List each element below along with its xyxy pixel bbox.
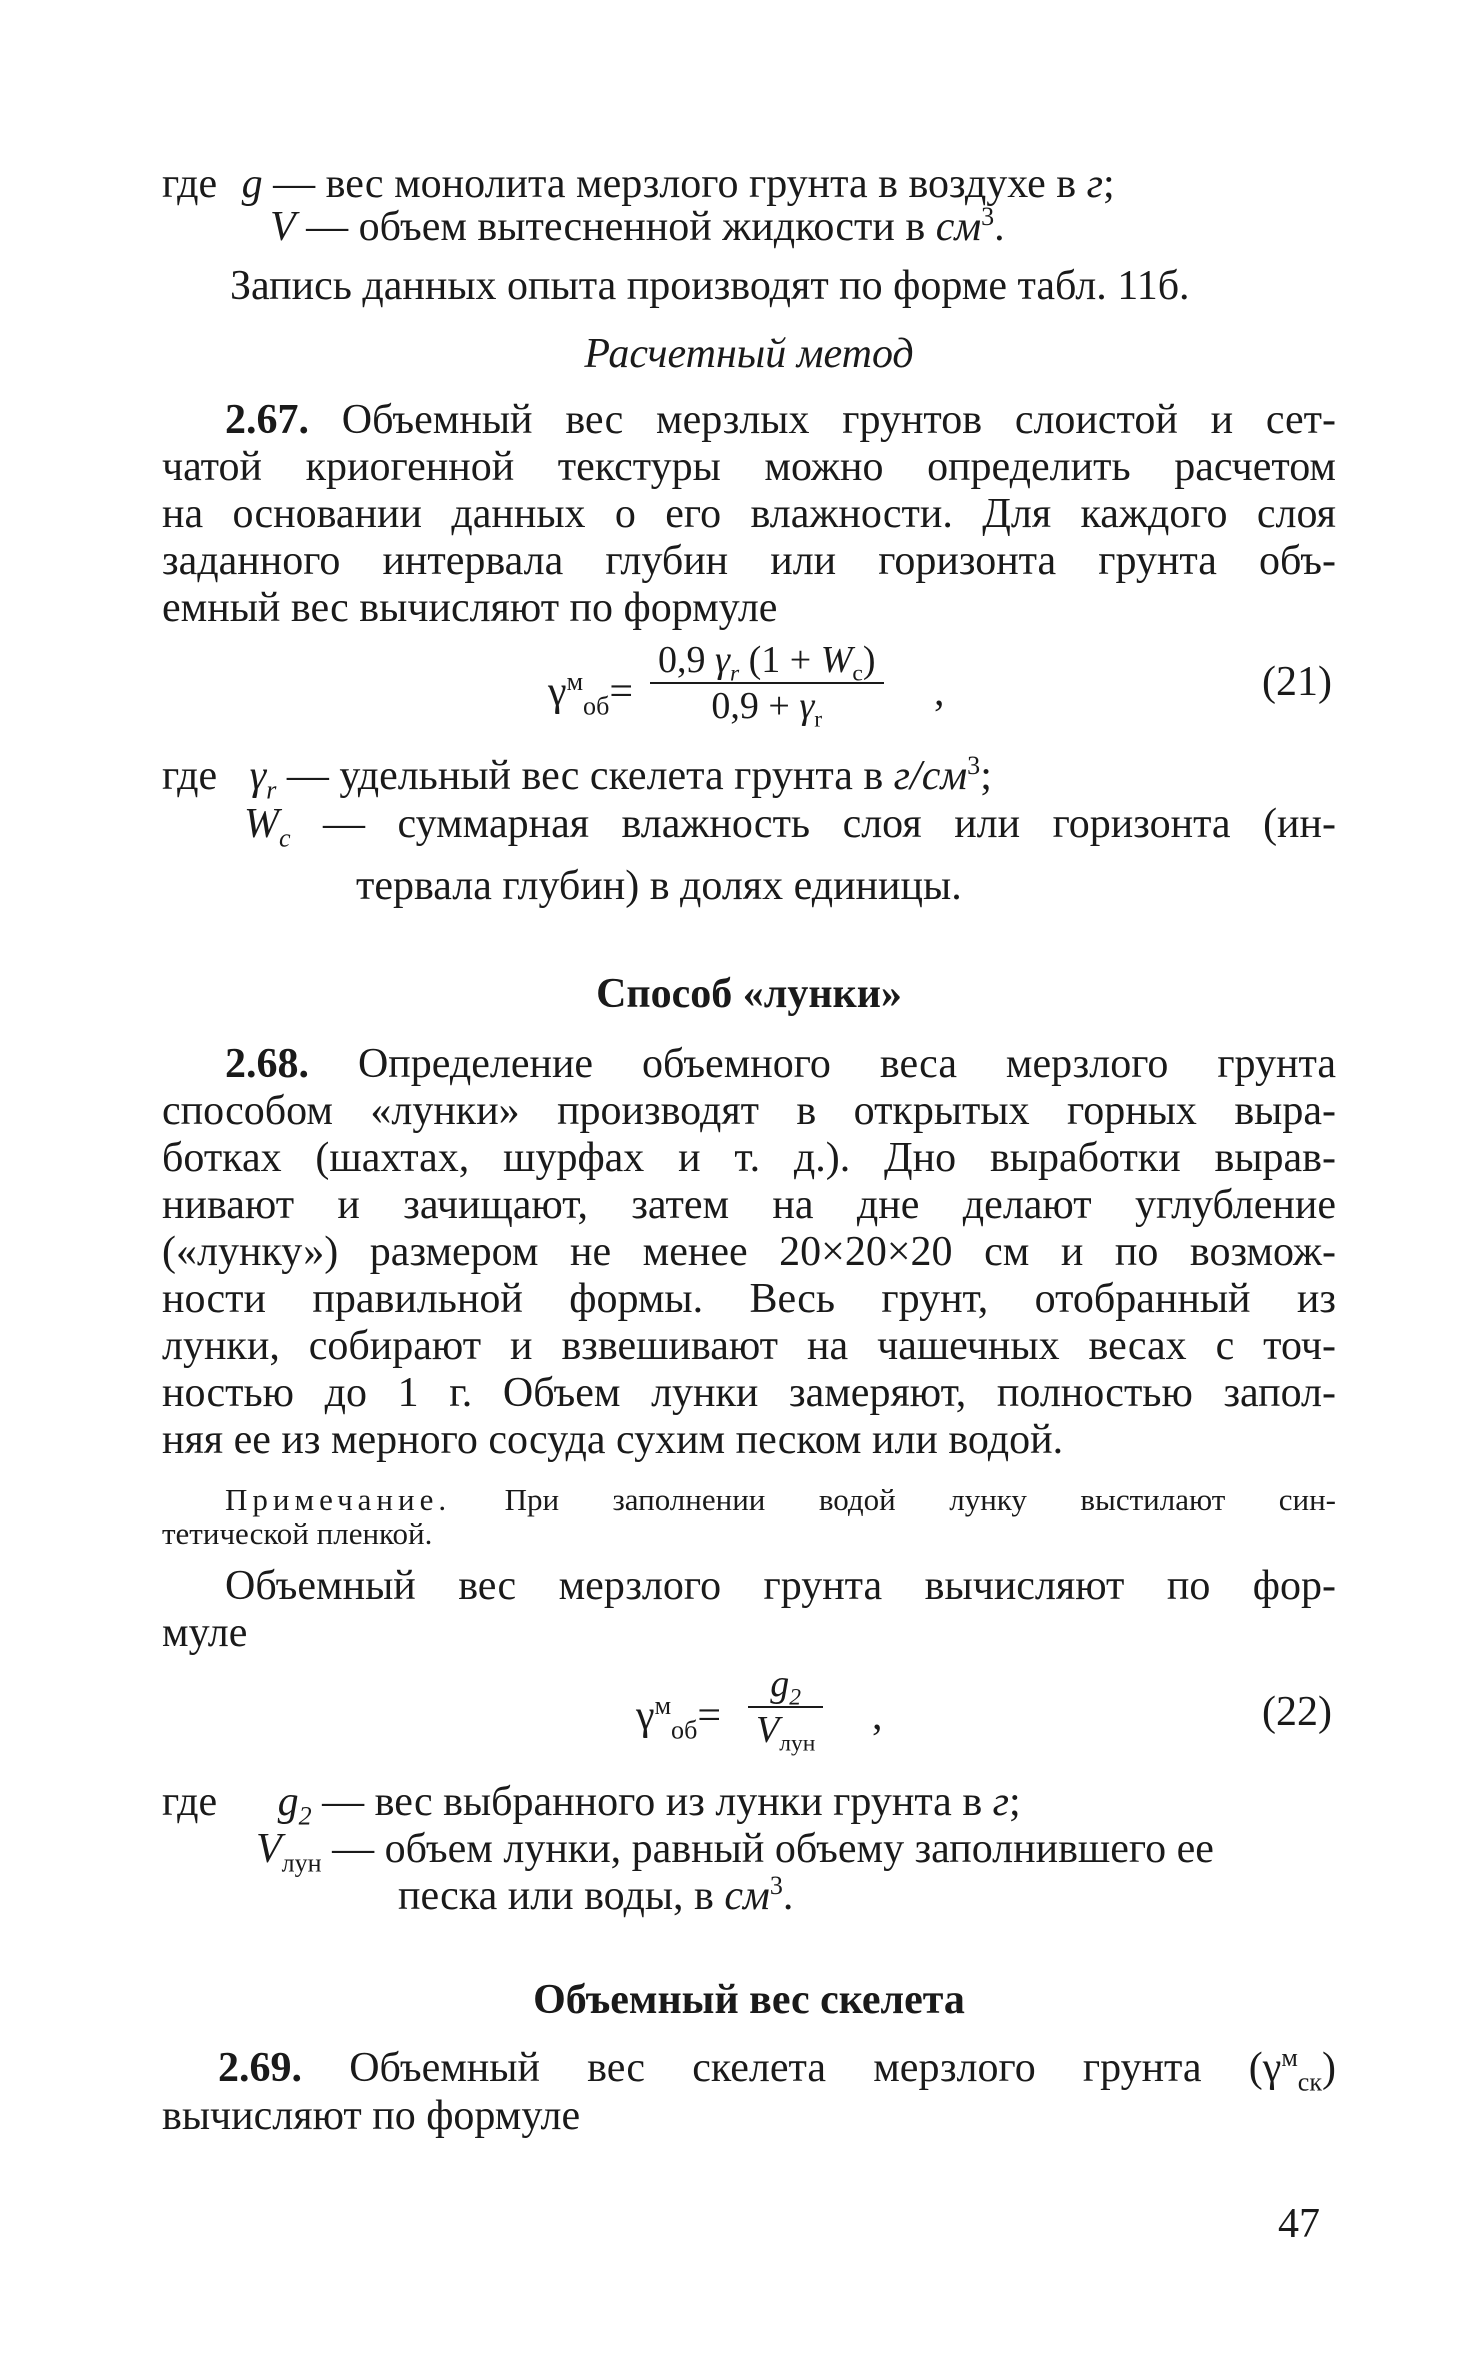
punct: . xyxy=(994,204,1005,250)
unit-v: см xyxy=(935,204,982,250)
def-gr-text: — удельный вес скелета грунта в xyxy=(276,753,894,799)
symbol-v: V xyxy=(270,204,296,250)
sup: м xyxy=(1281,2043,1298,2072)
def-gr-line: где $\gamma_r$ — удельный вес скелета грунта в $г/см^3$; xyxy=(162,751,992,805)
p267-line-3: на основании данных о его влажности. Для каждого слоя xyxy=(162,491,1336,537)
def-vl-text: — объем лунки, равный объему заполнившего ее xyxy=(321,1826,1214,1872)
gamma-symbol: γ xyxy=(636,1693,655,1739)
equals: = xyxy=(697,1693,721,1739)
def-g-text: — вес монолита мерзлого грунта в воздухе в xyxy=(262,161,1087,207)
p269-line-2: вычисляют по формуле xyxy=(162,2093,581,2139)
symbol-gamma-r: $\gamma_r$ xyxy=(249,753,277,805)
sup: м xyxy=(654,1691,672,1720)
p269-symbol xyxy=(1248,2043,1336,2097)
def-g2-line xyxy=(162,1778,1021,1831)
formula-21-fraction xyxy=(650,638,884,733)
symbol-g: g xyxy=(241,161,263,207)
unit-vl: см xyxy=(724,1873,770,1919)
p267-line-5: емный вес вычисляют по формуле xyxy=(162,585,778,631)
unit-gr: г/см xyxy=(893,753,968,799)
p267-line-4: заданного интервала глубин или горизонта грунта объ- xyxy=(162,538,1336,584)
p269-line-1 xyxy=(218,2043,1336,2097)
formula-intro-line-1: Объемный вес мерзлого грунта вычисляют по фор- xyxy=(225,1563,1336,1609)
formula-22-denominator: $V_{лун}$ xyxy=(756,1709,816,1757)
sub: ск xyxy=(1297,2067,1322,2097)
unit-g2: г xyxy=(992,1779,1010,1825)
gamma-symbol: γ xyxy=(548,669,567,715)
def-wc-line-2: тервала глубин) в долях единицы. xyxy=(356,863,962,909)
sub: об xyxy=(671,1715,698,1745)
def-vl-text-2: песка или воды, в xyxy=(398,1873,725,1919)
formula-22-lhs xyxy=(636,1691,721,1745)
p269-number: 2.69. xyxy=(218,2045,302,2091)
note-line-1 xyxy=(225,1482,1336,1518)
p269-text: Объемный вес скелета мерзлого грунта xyxy=(302,2045,1202,2091)
p267-line-1 xyxy=(225,396,1336,444)
p268-line-1 xyxy=(225,1040,1336,1088)
p268-line-7: лунки, собирают и взвешивают на чашечных весах с точ- xyxy=(162,1323,1336,1369)
where-label: где xyxy=(162,161,218,207)
calc-method-heading: Расчетный метод xyxy=(584,331,914,377)
record-note: Запись данных опыта производят по форме табл. 11б. xyxy=(230,263,1190,309)
sym-end: ) xyxy=(1322,2045,1336,2091)
symbol-v-lun: $V_{лун}$ xyxy=(256,1826,322,1878)
p268-number: 2.68. xyxy=(225,1041,309,1087)
def-wc-line xyxy=(244,800,1336,853)
formula-22-label: (22) xyxy=(1262,1689,1332,1735)
equals: = xyxy=(609,669,633,715)
p268-line-6: ности правильной формы. Весь грунт, отобранный из xyxy=(162,1276,1336,1322)
formula-intro-line-2: муле xyxy=(162,1610,248,1656)
punct: ; xyxy=(1103,161,1115,207)
p267-line-2: чатой криогенной текстуры можно определить расчетом xyxy=(162,444,1336,490)
def-wc-text: — суммарная влажность слоя или горизонта (ин- xyxy=(290,801,1336,847)
sub: об xyxy=(583,691,610,721)
note-label: Примечание. xyxy=(225,1482,452,1517)
p268-line-2: способом «лунки» производят в открытых горных выра- xyxy=(162,1088,1336,1134)
p268-line-8: ностью до 1 г. Объем лунки замеряют, полностью запол- xyxy=(162,1370,1336,1416)
formula-21-label: (21) xyxy=(1262,659,1332,705)
formula-21-denominator: $0,9 + \gamma_r$ xyxy=(711,685,823,733)
symbol-wc: $W_c$ xyxy=(244,801,291,853)
def-g-line xyxy=(162,160,1115,208)
def-vl-line-2: песка или воды, в $см^3$. xyxy=(398,1871,794,1919)
symbol-g2: $g_2$ xyxy=(277,1779,312,1831)
unit-g: г xyxy=(1086,161,1104,207)
hole-method-heading: Способ «лунки» xyxy=(596,971,902,1017)
formula-21-lhs xyxy=(548,667,633,721)
formula-21-comma: , xyxy=(934,669,945,715)
p267-text: Объемный вес мерзлых грунтов слоистой и сет- xyxy=(309,397,1336,443)
formula-22-fraction xyxy=(748,1662,823,1757)
def-v-text: — объем вытесненной жидкости в xyxy=(295,204,936,250)
def-vl-line xyxy=(256,1825,1214,1878)
skeleton-heading: Объемный вес скелета xyxy=(533,1977,965,2023)
punct: ; xyxy=(1009,1779,1021,1825)
page-number: 47 xyxy=(1278,2201,1320,2247)
p268-text: Определение объемного веса мерзлого грунта xyxy=(309,1041,1336,1087)
where-label: где xyxy=(162,753,218,799)
formula-22-numerator: $g_2$ xyxy=(770,1663,802,1711)
p268-line-3: ботках (шахтах, шурфах и т. д.). Дно выработки вырав- xyxy=(162,1135,1336,1181)
punct: . xyxy=(782,1873,794,1919)
formula-21-numerator: 0,9 $\gamma_r$ $(1 + W_c)$ xyxy=(658,639,876,687)
where-label: где xyxy=(162,1779,218,1825)
def-g2-text: — вес выбранного из лунки грунта в xyxy=(311,1779,993,1825)
sym: (γ xyxy=(1248,2045,1282,2091)
note-text: При заполнении водой лунку выстилают син- xyxy=(451,1482,1336,1517)
sup: м xyxy=(566,667,584,696)
p268-line-9: няя ее из мерного сосуда сухим песком или водой. xyxy=(162,1417,1064,1463)
formula-22-comma: , xyxy=(872,1693,883,1739)
p268-line-4: нивают и зачищают, затем на дне делают углубление xyxy=(162,1182,1336,1228)
p267-number: 2.67. xyxy=(225,397,309,443)
punct: ; xyxy=(980,753,992,799)
note-line-2: тетической пленкой. xyxy=(162,1516,433,1551)
p268-line-5: («лунку») размером не менее 20×20×20 см и по возмож- xyxy=(162,1229,1336,1275)
def-v-line: V — объем вытесненной жидкости в $см^3$. xyxy=(270,202,1005,250)
